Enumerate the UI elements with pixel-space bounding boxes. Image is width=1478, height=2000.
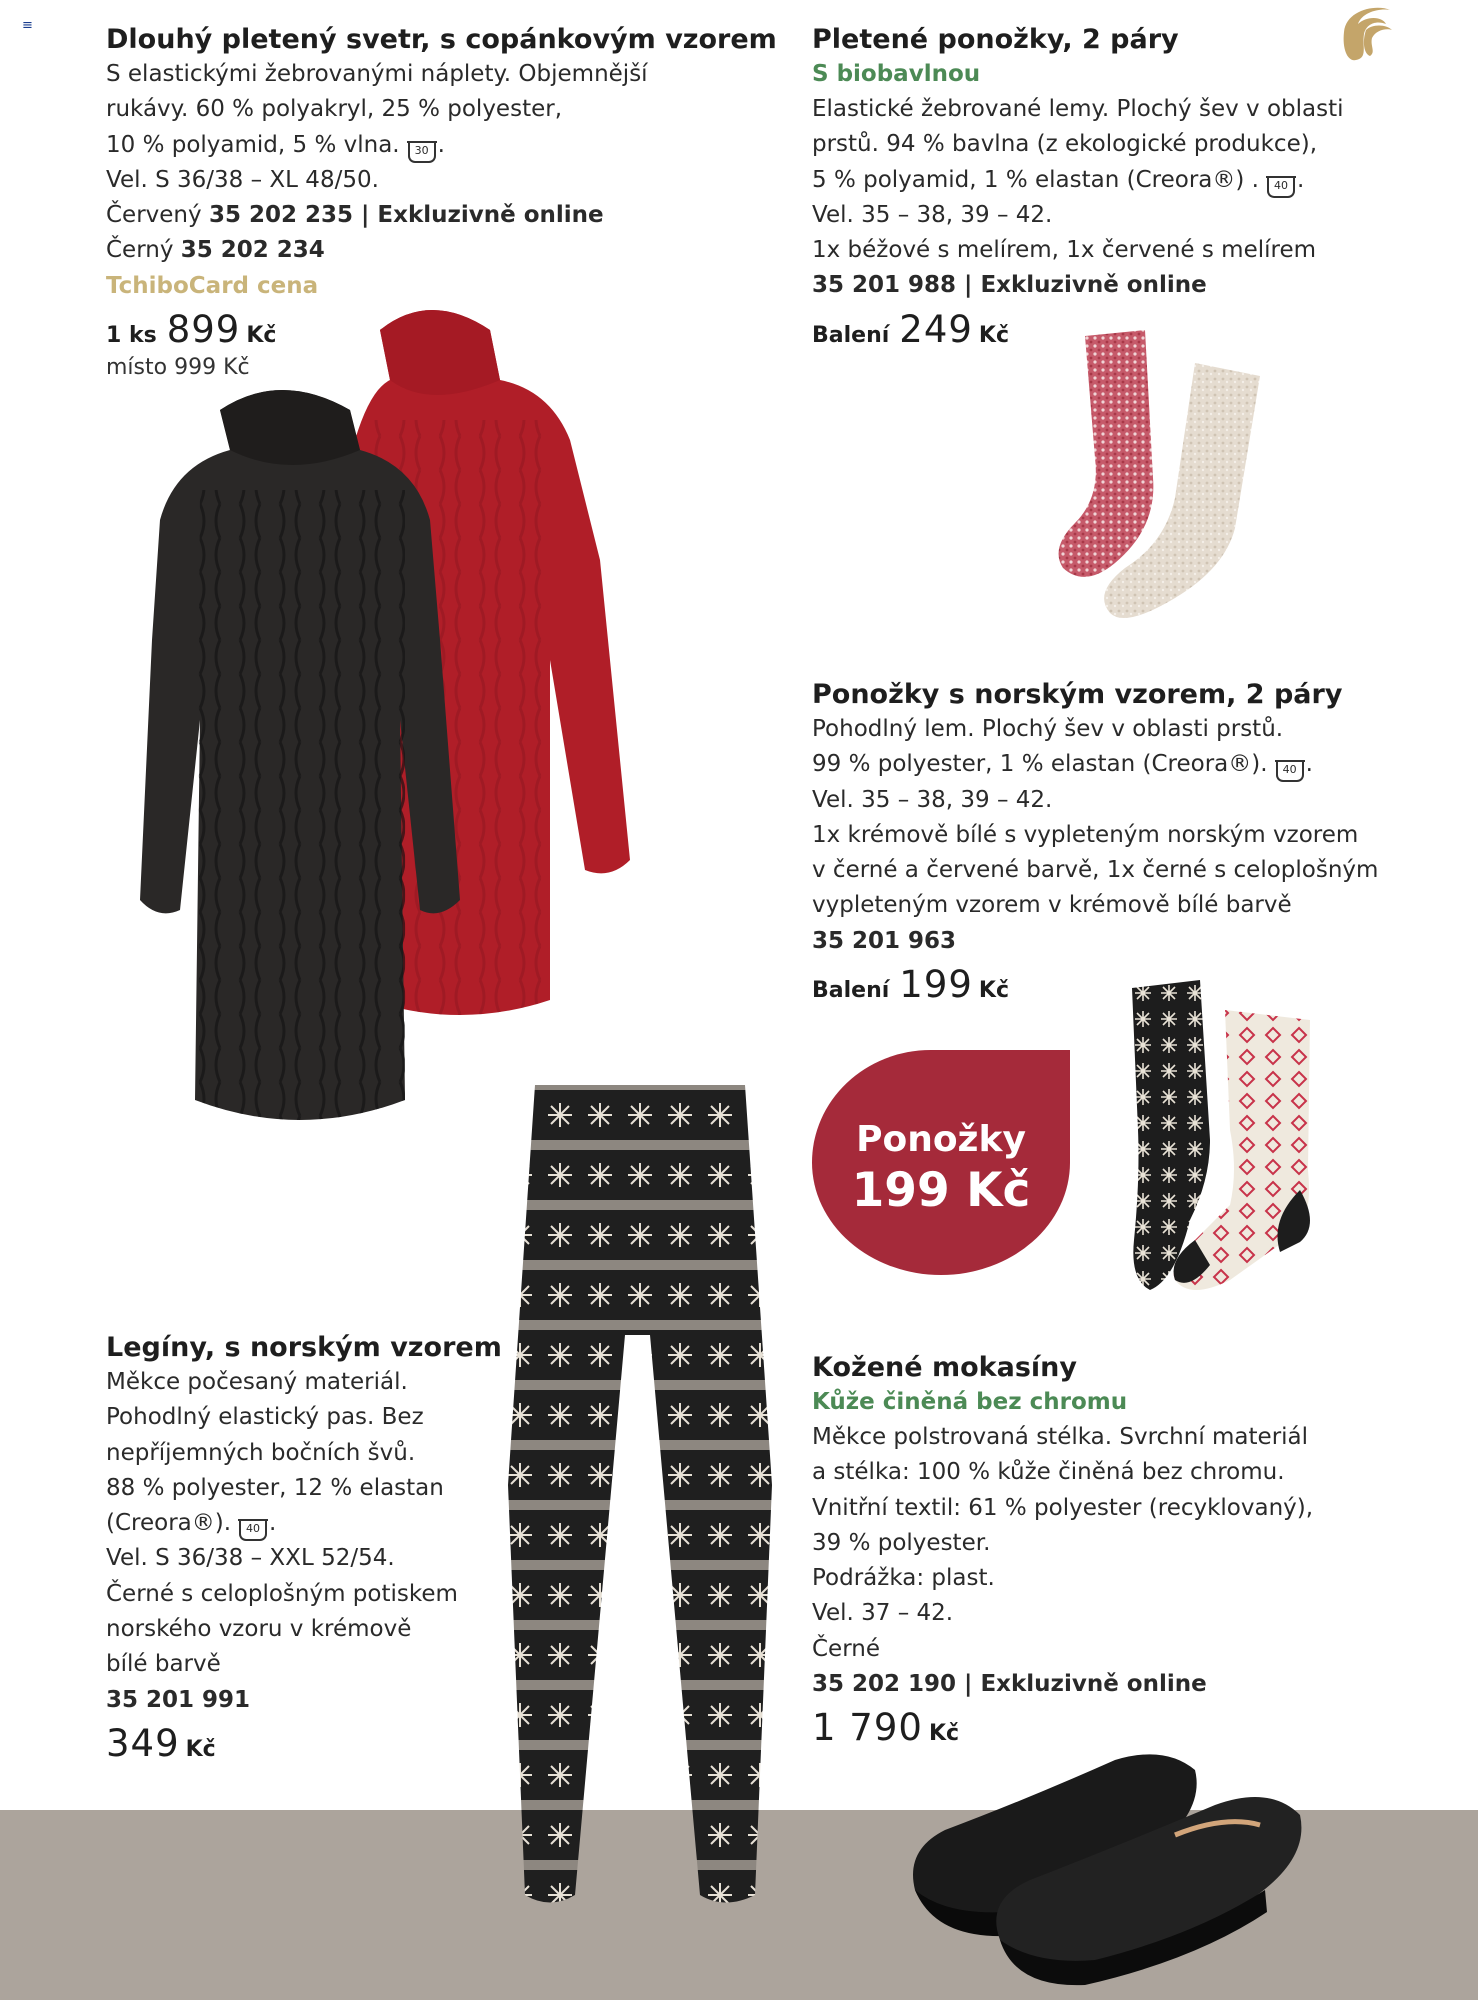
leggings-desc-line: (Creora®). 40 . <box>106 1506 502 1541</box>
wash-30-icon: 30 <box>408 142 436 163</box>
nordic-socks-title: Ponožky s norským vzorem, 2 páry <box>812 679 1343 710</box>
loafers-title: Kožené mokasíny <box>812 1352 1077 1383</box>
leggings-desc-line: nepříjemných bočních švů. <box>106 1439 416 1466</box>
wash-40-icon: 40 <box>1276 761 1304 782</box>
nordic-socks-colors-line: v černé a červené barvě, 1x černé s celoplošným <box>812 857 1379 884</box>
nordic-socks-material-text: 99 % polyester, 1 % elastan (Creora®). <box>812 751 1268 778</box>
wash-40-icon: 40 <box>239 1520 267 1541</box>
sweater-price-value: 899 <box>166 308 241 352</box>
sweater-red-label: Červený <box>106 202 202 229</box>
nordic-socks-colors-line: vypleteným vzorem v krémově bílé barvě <box>812 892 1292 919</box>
knit-socks-size-line: Vel. 35 – 38, 39 – 42. <box>812 201 1053 228</box>
leggings-desc-line: Měkce počesaný materiál. <box>106 1369 408 1395</box>
nordic-socks-desc-line: 99 % polyester, 1 % elastan (Creora®). 40 . <box>812 747 1378 782</box>
sweater-red-code: 35 202 235 | Exkluzivně online <box>208 202 604 229</box>
nordic-socks-currency: Kč <box>978 978 1009 1004</box>
nordic-socks-size-line: Vel. 35 – 38, 39 – 42. <box>812 786 1053 813</box>
sweater-currency: Kč <box>246 323 277 349</box>
nordic-socks-image <box>1130 980 1350 1310</box>
loafers-size-line: Vel. 37 – 42. <box>812 1600 954 1627</box>
leggings-color-line: Černé s celoplošným potiskem <box>106 1580 458 1607</box>
leggings-desc-line: Pohodlný elastický pas. Bez <box>106 1404 424 1431</box>
leggings-currency: Kč <box>185 1736 216 1762</box>
leggings-image <box>500 1085 780 1915</box>
nordic-socks-price-value: 199 <box>899 963 973 1007</box>
nordic-socks-text-block <box>812 677 1378 1006</box>
loafers-desc-line: Měkce polstrovaná stélka. Svrchní materiál <box>812 1424 1309 1450</box>
sweater-black-label: Černý <box>106 237 174 264</box>
tchibo-logo <box>1336 2 1402 66</box>
wash-40-icon: 40 <box>1267 177 1295 198</box>
loafers-desc-line: Podrážka: plast. <box>812 1565 995 1592</box>
nordic-socks-code: 35 201 963 <box>812 927 957 954</box>
knit-socks-currency: Kč <box>978 322 1009 348</box>
knit-socks-subtitle: S biobavlnou <box>812 61 981 87</box>
sweater-desc-line: rukávy. 60 % polyakryl, 25 % polyester, <box>106 96 563 123</box>
knit-socks-code: 35 201 988 | Exkluzivně online <box>812 272 1207 299</box>
leggings-size-line: Vel. S 36/38 – XXL 52/54. <box>106 1545 395 1572</box>
knit-socks-material-text: 5 % polyamid, 1 % elastan (Creora®) . <box>812 166 1259 193</box>
socks-price-badge <box>812 1050 1070 1275</box>
loafers-currency: Kč <box>928 1721 960 1747</box>
knit-socks-text-block <box>812 22 1344 351</box>
loafers-code: 35 202 190 | Exkluzivně online <box>812 1671 1207 1698</box>
knit-socks-colors-line: 1x béžové s melírem, 1x červené s melírem <box>812 237 1317 264</box>
leggings-color-line: norského vzoru v krémově <box>106 1616 412 1643</box>
tchibocard-label: TchiboCard cena <box>106 272 319 299</box>
leggings-material-text: (Creora®). <box>106 1510 232 1537</box>
red-melange-sock <box>1059 330 1154 577</box>
leggings-color-line: bílé barvě <box>106 1651 221 1678</box>
loafers-text-block <box>812 1350 1313 1749</box>
loafers-desc-line: 39 % polyester. <box>812 1529 991 1556</box>
leggings-code: 35 201 991 <box>106 1686 251 1713</box>
nordic-socks-colors-line: 1x krémově bílé s vypleteným norským vzorem <box>812 821 1359 848</box>
loafers-desc-line: a stélka: 100 % kůže činěná bez chromu. <box>812 1459 1285 1486</box>
loafers-image <box>905 1740 1315 1990</box>
leggings-title: Legíny, s norským vzorem <box>106 1332 502 1363</box>
sweater-desc-line: S elastickými žebrovanými náplety. Objemnější <box>106 61 648 87</box>
sweater-old-price: místo 999 Kč <box>106 355 250 381</box>
leggings-desc-line: 88 % polyester, 12 % elastan <box>106 1474 444 1501</box>
nordic-socks-price-label: Balení <box>812 978 890 1004</box>
badge-price: 199 Kč <box>851 1163 1031 1218</box>
sweater-black-code: 35 202 234 <box>180 237 325 264</box>
sweater-title: Dlouhý pletený svetr, s copánkovým vzorem <box>106 24 777 55</box>
knit-socks-price-label: Balení <box>812 322 890 348</box>
sweater-qty: 1 ks <box>106 323 157 349</box>
knit-socks-title: Pletené ponožky, 2 páry <box>812 24 1179 55</box>
menu-icon[interactable]: ≡ <box>22 18 33 33</box>
leggings-price-value: 349 <box>106 1721 180 1765</box>
knit-socks-desc-line: prstů. 94 % bavlna (z ekologické produkce), <box>812 131 1318 158</box>
sweater-red-line <box>106 198 777 233</box>
loafers-color-line: Černé <box>812 1635 880 1662</box>
knit-socks-desc-line: 5 % polyamid, 1 % elastan (Creora®) . 40 . <box>812 163 1344 198</box>
loafers-subtitle: Kůže činěná bez chromu <box>812 1389 1128 1415</box>
nordic-socks-desc-line: Pohodlný lem. Plochý šev v oblasti prstů. <box>812 716 1284 742</box>
leggings-text-block <box>106 1330 502 1765</box>
leggings-price <box>106 1722 502 1765</box>
sweater-material-text: 10 % polyamid, 5 % vlna. <box>106 131 400 158</box>
knit-socks-price-value: 249 <box>899 307 973 351</box>
knit-socks-image <box>1045 328 1285 658</box>
sweater-size-line: Vel. S 36/38 – XL 48/50. <box>106 166 379 193</box>
sweater-black-line <box>106 233 777 268</box>
loafers-desc-line: Vnitřní textil: 61 % polyester (recyklovaný), <box>812 1494 1314 1521</box>
sweater-desc-line: 10 % polyamid, 5 % vlna. 30 . <box>106 128 777 163</box>
loafers-price-value: 1 790 <box>812 1706 923 1750</box>
badge-label: Ponožky <box>856 1119 1026 1160</box>
knit-socks-desc-line: Elastické žebrované lemy. Plochý šev v oblasti <box>812 96 1344 122</box>
sweater-image <box>130 300 750 1160</box>
